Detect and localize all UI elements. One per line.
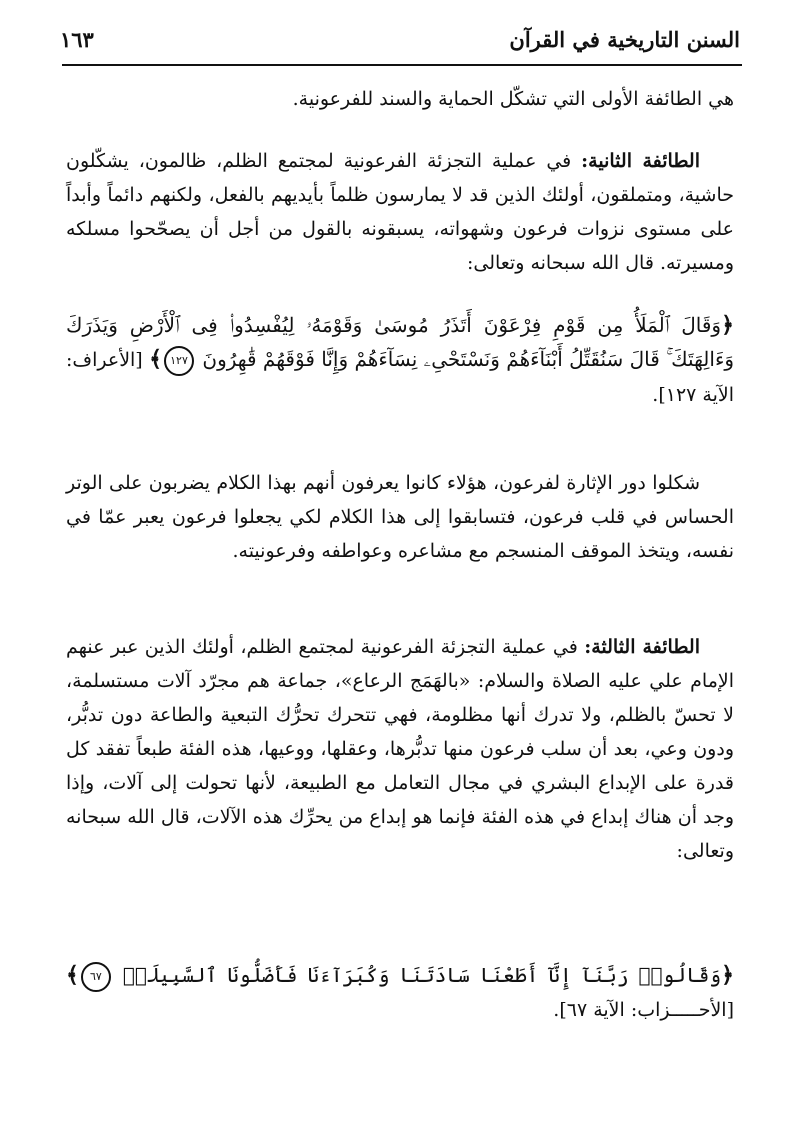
paragraph-1 <box>66 82 734 116</box>
ayah-number-marker: ١٢٧ <box>164 346 194 376</box>
verse-close-bracket: ﴾ <box>149 346 162 372</box>
paragraph-3-text: شكلوا دور الإثارة لفرعون، هؤلاء كانوا يعرفون أنهم بهذا الكلام يضربون على الوتر الحساس في قلب فرعون، فتسابقوا إلى هذا الكلام لكي يجعلوا فرعون يعبر عمّا في نفسه، ويتخذ الموقف المنسجم مع مشاعره وعواطفه وفرعونيته. <box>66 472 734 562</box>
verse-2-text: وَقَالُوا۟ رَبَّنَآ إِنَّآ أَطَعْنَا سَادَتَنَا وَكُبَرَآءَنَا فَأَضَلُّونَا ٱلسَّبِيلَا۠ <box>122 963 722 987</box>
verse-open-bracket: ﴿ <box>721 312 734 338</box>
paragraph-4-text: في عملية التجزئة الفرعونية لمجتمع الظلم، أولئك الذين عبر عنهم الإمام علي عليه الصلاة والسلام: «بالهَمَج الرعاع»، جماعة هم مجرّد آلات مستسلمة، لا تحسّ بالظلم، ولا تدرك أنها مظلومة، فهي تتحرك تحرُّك التبعية والطاعة دون تدبُّر، ودون وعي، بعد أن سلب فرعون منها تدبُّرها، وعقلها، ووعيها، هذه الفئة طبعاً تفقد كل قدرة على الإبداع البشري في مجال التعامل مع الطبيعة، لأنها تحولت إلى آلات، وإذا وجد أن هناك إبداع في هذه الفئة فإنما هو إبداع من يحرِّك هذه الآلات، قال الله سبحانه وتعالى: <box>66 636 734 862</box>
second-group-term: الطائفة الثانية: <box>581 150 700 172</box>
verse-1-text: وَقَالَ ٱلْمَلَأُ مِن قَوْمِ فِرْعَوْنَ أَتَذَرُ مُوسَىٰ وَقَوْمَهُۥ لِيُفْسِدُوا۟ فِى ٱلْأَرْضِ وَيَذَرَكَ وَءَالِهَتَكَ ۚ قَالَ سَنُقَتِّلُ أَبْنَآءَهُمْ وَنَسْتَحْىِۦ نِسَآءَهُمْ وَإِنَّا فَوْقَهُمْ قَٰهِرُونَ <box>66 313 734 371</box>
verse-2-reference: [الأحـــــزاب: الآية ٦٧]. <box>553 999 734 1021</box>
paragraph-2-text: في عملية التجزئة الفرعونية لمجتمع الظلم، ظالمون، يشكّلون حاشية، ومتملقون، أولئك الذين قد لا يمارسون ظلماً بأيديهم بالفعل، ولكنهم دائماً وأبداً على مستوى نزوات فرعون وشهواته، يسبقونه بالقول من أجل أن يصحّحوا مسلكه ومسيرته. قال الله سبحانه وتعالى: <box>66 150 734 274</box>
paragraph-4 <box>66 630 734 868</box>
paragraph-3 <box>66 466 734 568</box>
page-header <box>60 22 740 56</box>
running-title: السنن التاريخية في القرآن <box>509 26 740 52</box>
page-number: ١٦٣ <box>60 26 94 52</box>
paragraph-1-text: هي الطائفة الأولى التي تشكّل الحماية والسند للفرعونية. <box>292 88 734 110</box>
header-rule <box>62 64 742 66</box>
verse-2 <box>66 958 734 1027</box>
third-group-term: الطائفة الثالثة: <box>584 636 700 658</box>
verse-close-bracket: ﴾ <box>66 962 79 988</box>
paragraph-2 <box>66 144 734 280</box>
verse-1 <box>66 308 734 412</box>
ayah-number-marker: ٦٧ <box>81 962 111 992</box>
verse-open-bracket: ﴿ <box>721 962 734 988</box>
verse-1-reference: [الأعراف: الآية ١٢٧]. <box>66 349 734 406</box>
